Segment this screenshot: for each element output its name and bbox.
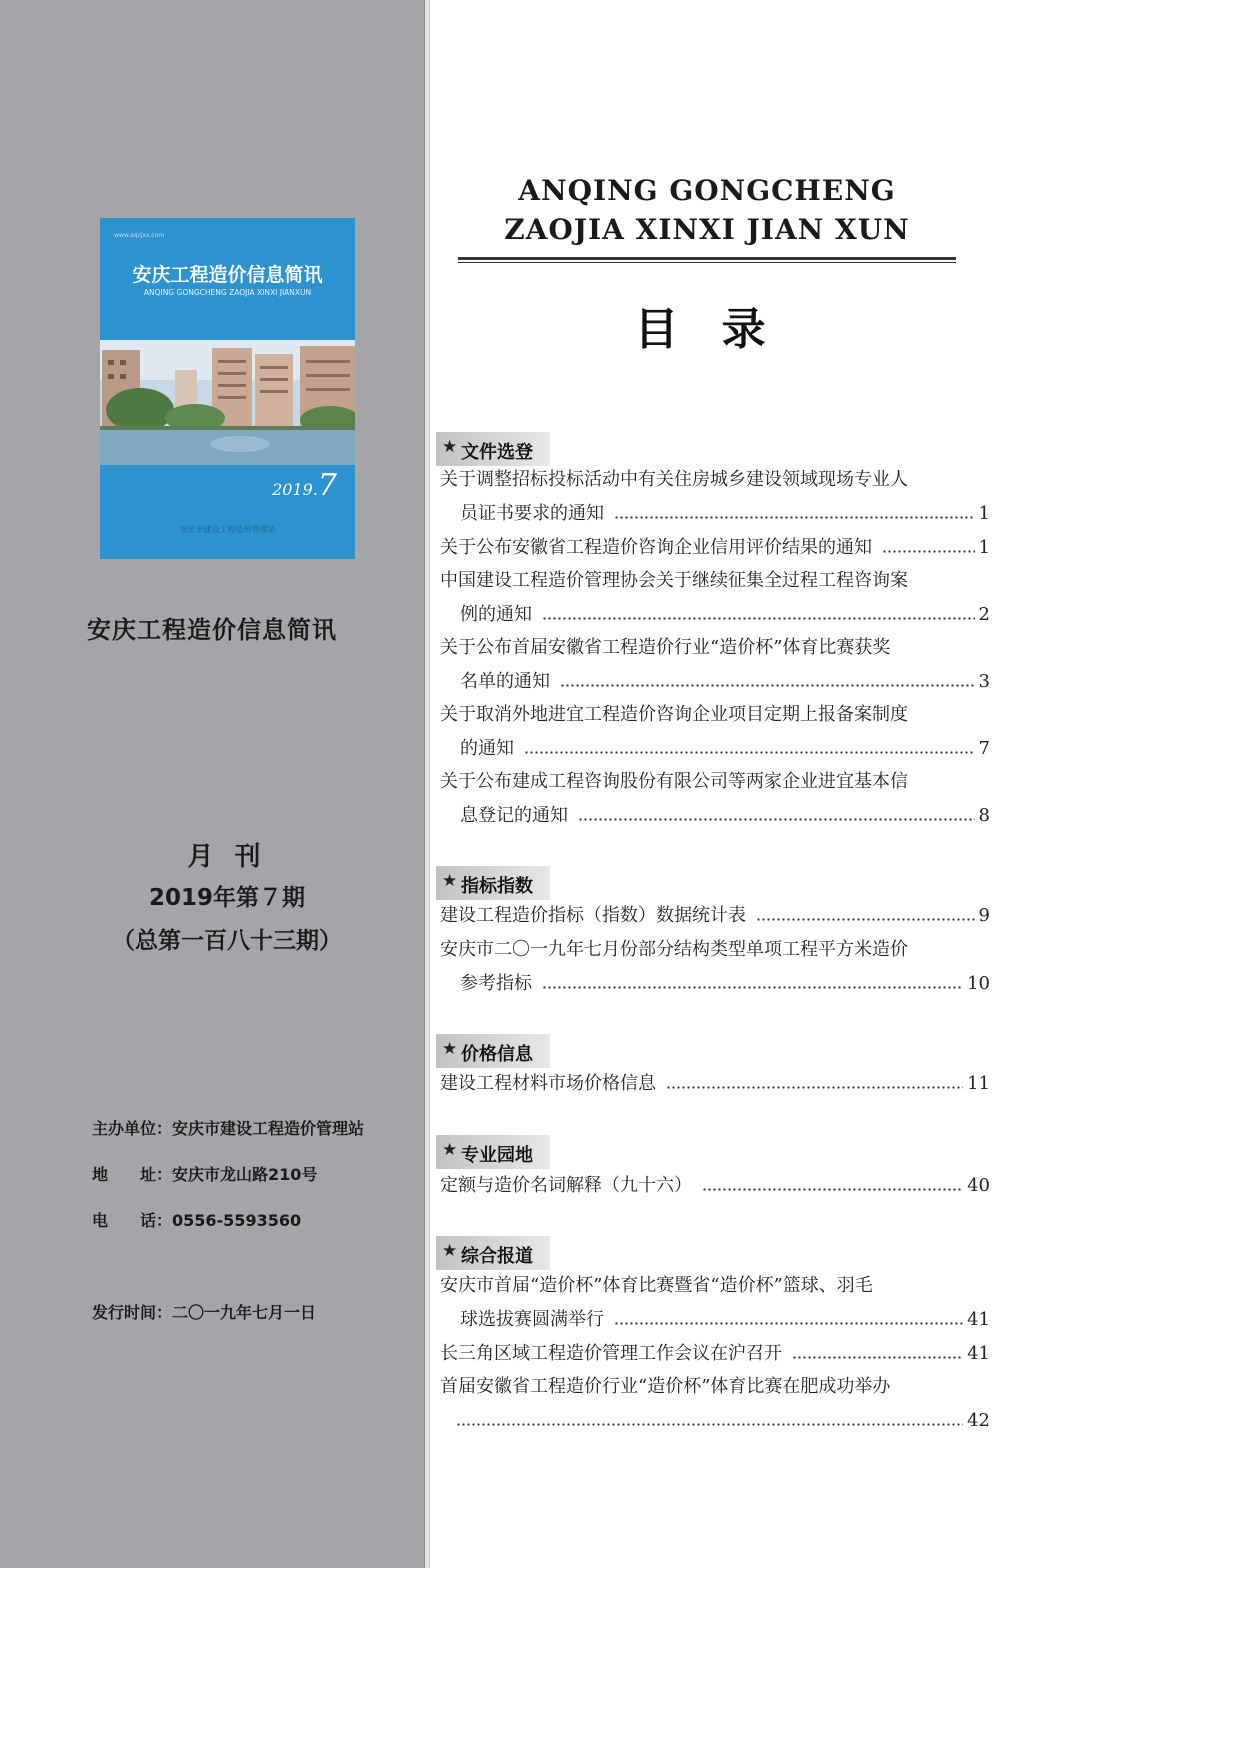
issue-number: 2019年第７期	[148, 885, 305, 911]
toc-entry-title: 息登记的通知	[460, 804, 574, 828]
toc-entry-text: 关于公布首届安徽省工程造价行业“造价杯”体育比赛获奖	[440, 637, 891, 658]
toc-entry-title: 例的通知	[460, 603, 538, 627]
english-title-line-1: ANQING GONGCHENG	[518, 174, 896, 207]
toc-leader-dots	[456, 1423, 963, 1426]
cover-photo	[100, 340, 355, 465]
toc-entry[interactable]	[440, 1308, 990, 1336]
toc-entry-text: 关于公布建成工程咨询股份有限公司等两家企业进宜基本信	[440, 771, 908, 792]
toc-entry[interactable]	[440, 536, 990, 564]
cover-subtitle: ANQING GONGCHENG ZAOJIA XINXI JIANXUN	[143, 288, 312, 297]
toc-entry[interactable]	[440, 603, 990, 631]
magazine-name: 安庆工程造价信息简讯	[87, 616, 337, 644]
toc-leader-dots	[666, 1086, 963, 1089]
toc-entry-text: 关于调整招标投标活动中有关住房城乡建设领域现场专业人	[440, 469, 908, 490]
toc-page-number: 41	[967, 1309, 990, 1330]
toc-entry[interactable]	[440, 502, 990, 530]
toc-entry-title: 参考指标	[460, 972, 538, 996]
toc-leader-dots	[542, 617, 975, 620]
toc-leader-dots	[792, 1356, 963, 1359]
issue-total: （总第一百八十三期）	[112, 928, 342, 954]
page-divider	[424, 0, 430, 1568]
toc-entry-text: 中国建设工程造价管理协会关于继续征集全过程工程咨询案	[440, 570, 908, 591]
toc-page-number: 9	[978, 905, 990, 926]
toc-entry-title: 定额与造价名词解释（九十六）	[440, 1174, 698, 1198]
section-label: 专业园地	[461, 1145, 533, 1166]
toc-entry-title: 建设工程材料市场价格信息	[440, 1072, 662, 1096]
toc-page-number: 42	[967, 1410, 990, 1431]
cover-issue	[272, 468, 337, 503]
toc-entry[interactable]	[440, 904, 990, 932]
cover-thumbnail	[100, 218, 355, 559]
toc-entry[interactable]	[440, 804, 990, 832]
cover-issue-month: 7	[317, 468, 337, 503]
publish-date-line: 发行时间：二〇一九年七月一日	[92, 1303, 317, 1322]
toc-leader-dots	[542, 986, 963, 989]
star-icon: ★	[442, 1140, 458, 1160]
cover-title: 安庆工程造价信息简讯	[132, 264, 323, 286]
toc-page-number: 11	[967, 1073, 990, 1094]
section-label: 综合报道	[461, 1246, 533, 1267]
toc-leader-dots	[524, 751, 975, 754]
toc-leader-dots	[702, 1188, 963, 1191]
toc-page-number: 1	[978, 503, 990, 524]
toc-entry[interactable]	[440, 1072, 990, 1100]
toc-leader-dots	[882, 550, 975, 553]
toc-page-number: 8	[978, 805, 990, 826]
toc-title: 目 录	[634, 304, 780, 355]
toc-entry-text: 关于取消外地进宜工程造价咨询企业项目定期上报备案制度	[440, 704, 908, 725]
title-rule-thin	[458, 262, 956, 263]
toc-page-number: 10	[967, 973, 990, 994]
toc-entry-title: 长三角区域工程造价管理工作会议在沪召开	[440, 1342, 788, 1366]
toc-entry[interactable]	[440, 737, 990, 765]
section-label: 指标指数	[461, 876, 533, 897]
toc-leader-dots	[560, 684, 975, 687]
toc-leader-dots	[578, 818, 975, 821]
cover-issue-year: 2019.	[272, 480, 318, 499]
toc-entry-title: 员证书要求的通知	[460, 502, 610, 526]
toc-entry-text: 首届安徽省工程造价行业“造价杯”体育比赛在肥成功举办	[440, 1376, 891, 1397]
toc-leader-dots	[756, 918, 975, 921]
toc-entry-title: 名单的通知	[460, 670, 556, 694]
toc-page-number: 40	[967, 1175, 990, 1196]
star-icon: ★	[442, 1039, 458, 1059]
toc-page-number: 1	[978, 537, 990, 558]
toc-entry[interactable]	[440, 1409, 990, 1437]
section-header	[436, 432, 550, 466]
toc-entry-title: 球选拔赛圆满举行	[460, 1308, 610, 1332]
star-icon: ★	[442, 437, 458, 457]
section-label: 文件选登	[461, 442, 533, 463]
section-header	[436, 1034, 550, 1068]
toc-leader-dots	[614, 1322, 963, 1325]
star-icon: ★	[442, 1241, 458, 1261]
toc-entry[interactable]	[440, 670, 990, 698]
toc-page-number: 7	[978, 738, 990, 759]
toc-entry[interactable]	[440, 1174, 990, 1202]
frequency: 月 刊	[187, 842, 267, 872]
star-icon: ★	[442, 871, 458, 891]
toc-leader-dots	[614, 516, 975, 519]
toc-page-number: 41	[967, 1343, 990, 1364]
toc-entry-text: 安庆市二〇一九年七月份部分结构类型单项工程平方米造价	[440, 939, 908, 960]
address-line: 地 址：安庆市龙山路210号	[92, 1165, 318, 1184]
cover-url: www.aqzjxx.com	[114, 232, 165, 239]
toc-entry-title: 建设工程造价指标（指数）数据统计表	[440, 904, 752, 928]
section-header	[436, 1236, 550, 1270]
section-header	[436, 1135, 550, 1169]
title-rule-thick	[458, 257, 956, 260]
cover-publisher: 安庆市建设工程造价管理站	[179, 525, 276, 534]
toc-entry-title: 关于公布安徽省工程造价咨询企业信用评价结果的通知	[440, 536, 878, 560]
toc-entry-text: 安庆市首届“造价杯”体育比赛暨省“造价杯”篮球、羽毛	[440, 1275, 873, 1296]
toc-page-number: 2	[978, 604, 990, 625]
toc-entry[interactable]	[440, 972, 990, 1000]
section-label: 价格信息	[461, 1044, 533, 1065]
toc-entry[interactable]	[440, 1342, 990, 1370]
sponsor-line: 主办单位：安庆市建设工程造价管理站	[92, 1119, 365, 1138]
toc-page-number: 3	[978, 671, 990, 692]
phone-line: 电 话：0556-5593560	[92, 1211, 302, 1230]
section-header	[436, 866, 550, 900]
english-title-line-2: ZAOJIA XINXI JIAN XUN	[504, 213, 910, 246]
toc-entry-title: 的通知	[460, 737, 520, 761]
